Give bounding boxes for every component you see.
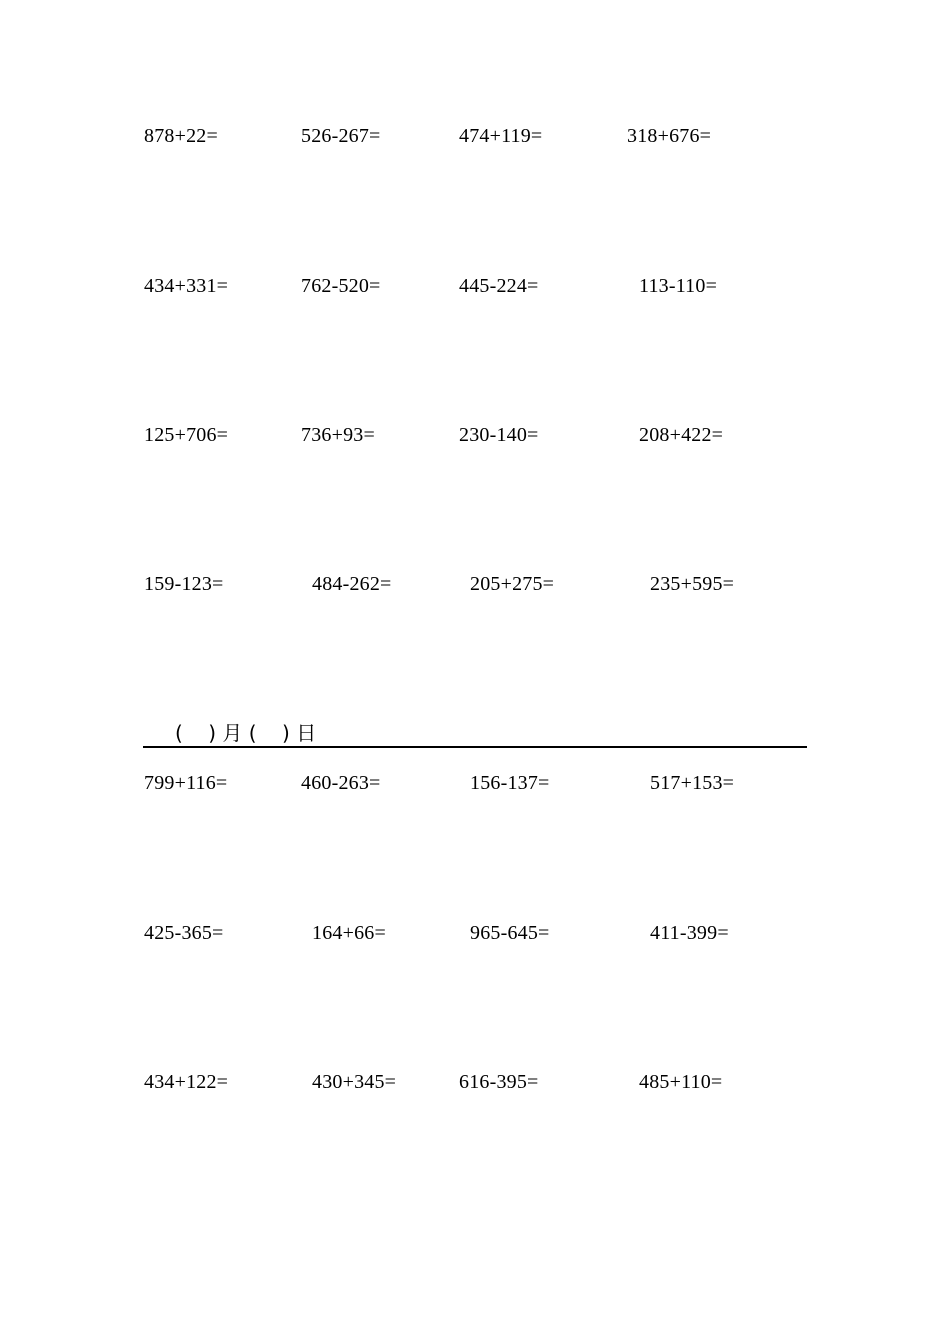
- problem: 205+275=: [470, 573, 555, 595]
- problem: 159-123=: [144, 573, 224, 595]
- problem: 411-399=: [650, 922, 729, 944]
- problem: 425-365=: [144, 922, 224, 944]
- close-paren: ): [208, 721, 217, 745]
- problem: 156-137=: [470, 772, 550, 794]
- open-paren: (: [175, 721, 183, 745]
- problem: 445-224=: [459, 275, 539, 297]
- problem: 164+66=: [312, 922, 386, 944]
- problem: 485+110=: [639, 1071, 723, 1093]
- divider-line: [143, 746, 807, 748]
- problem: 878+22=: [144, 125, 218, 147]
- date-header: [175, 720, 316, 746]
- problem: 484-262=: [312, 573, 392, 595]
- problem: 434+122=: [144, 1071, 229, 1093]
- problem: 474+119=: [459, 125, 543, 147]
- problem: 125+706=: [144, 424, 229, 446]
- problem: 736+93=: [301, 424, 375, 446]
- problem: 113-110=: [639, 275, 718, 297]
- problem: 430+345=: [312, 1071, 397, 1093]
- problem: 616-395=: [459, 1071, 539, 1093]
- problem: 208+422=: [639, 424, 724, 446]
- problem: 517+153=: [650, 772, 735, 794]
- problem: 526-267=: [301, 125, 381, 147]
- problem: 762-520=: [301, 275, 381, 297]
- day-label: 日: [296, 721, 317, 745]
- open-paren: (: [248, 721, 257, 745]
- problem: 965-645=: [470, 922, 550, 944]
- problem: 230-140=: [459, 424, 539, 446]
- problem: 799+116=: [144, 772, 228, 794]
- close-paren: ): [282, 721, 290, 745]
- month-label: 月: [222, 721, 243, 745]
- problem: 460-263=: [301, 772, 381, 794]
- problem: 434+331=: [144, 275, 229, 297]
- problem: 318+676=: [627, 125, 712, 147]
- problem: 235+595=: [650, 573, 735, 595]
